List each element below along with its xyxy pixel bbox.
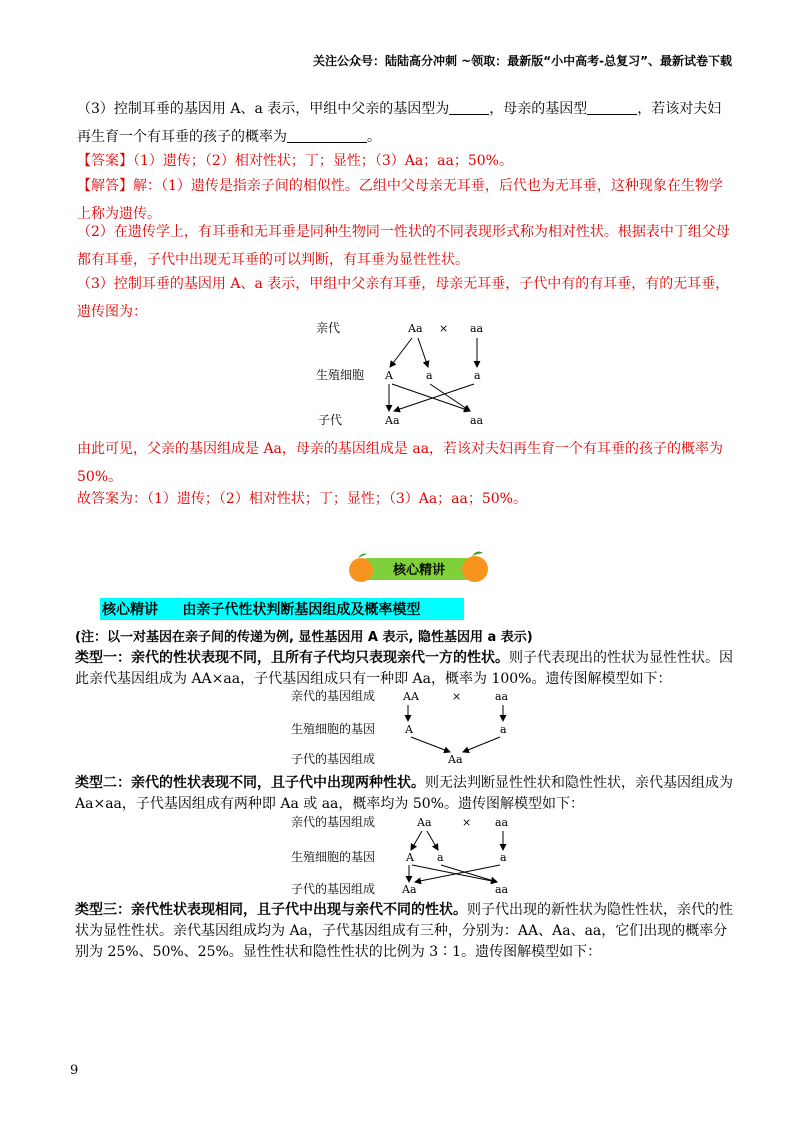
analysis-label: 【解答】 (77, 178, 133, 194)
arrow (394, 384, 474, 411)
diagram2-gamete-label: 生殖细胞的基因 (291, 722, 376, 736)
analysis-conclusion: 由此可见，父亲的基因组成是 Aa，母亲的基因组成是 aa，若该对夫妇再生育一个有耳垂的孩子的概率为 50%。 (77, 441, 724, 485)
diagram2-gamete-1: A (405, 723, 413, 736)
question-text-d: 再生育一个有耳垂的孩子的概率为 (77, 129, 287, 145)
type1-paragraph (75, 648, 735, 690)
question-text-e: 。 (367, 129, 381, 145)
core-banner (349, 549, 489, 585)
diagram2-parent-1: AA (403, 690, 419, 703)
answer-text: （1）遗传；（2）相对性状；丁；显性；（3）Aa；aa；50%。 (133, 153, 513, 169)
arrow (411, 831, 422, 850)
header-note: 关注公众号：陆陆高分冲刺 ~领取：最新版“小中高考-总复习”、最新试卷下载 (313, 54, 732, 68)
diagram3-parent-label: 亲代的基因组成 (291, 815, 376, 829)
type2-paragraph (75, 773, 735, 815)
type3-label: 类型三：亲代性状表现相同，且子代中出现与亲代不同的性状。 (75, 902, 467, 918)
diagram1-gamete-label: 生殖细胞 (316, 368, 365, 382)
diagram2-child-label: 子代的基因组成 (291, 752, 376, 766)
mother-genotype-blank (587, 98, 637, 115)
inheritance-diagram-1 (300, 318, 520, 436)
diagram2-parent-label: 亲代的基因组成 (291, 689, 376, 703)
type2-text: 则无法判断显性性状和隐性性状，亲代基因组成为 Aa×aa，子代基因组成有两种即 Aa 或 aa，概率均为 50%。遗传图解模型如下： (75, 775, 733, 812)
question-text-a: （3）控制耳垂的基因用 A、a 表示，甲组中父亲的基因型为 (77, 101, 450, 117)
arrow (411, 737, 450, 752)
arrow (418, 338, 428, 367)
diagram1-parent-2: aa (470, 322, 484, 335)
diagram1-child-2: aa (470, 414, 484, 427)
section-heading: 核心精讲 由亲子代性状判断基因组成及概率模型 (102, 602, 421, 618)
diagram3-child-label: 子代的基因组成 (291, 882, 376, 896)
answer-line (77, 147, 732, 175)
section-note: (注：以一对基因在亲子间的传递为例, 显性基因用 A 表示, 隐性基因用 a 表示) (75, 630, 533, 645)
answer-label: 【答案】 (77, 153, 133, 169)
arrow (412, 865, 497, 882)
banner-title: 核心精讲 (392, 563, 446, 578)
question-part3 (77, 95, 732, 151)
type1-label: 类型一：亲代的性状表现不同，且所有子代均只表现亲代一方的性状。 (75, 650, 509, 666)
arrow (427, 831, 438, 850)
type1-text: 则子代表现出的性状为显性性状。因此亲代基因组成为 AA×aa，子代基因组成只有一种即 Aa，概率为 100%。遗传图解模型如下： (75, 650, 733, 687)
analysis-final: 故答案为：（1）遗传；（2）相对性状；丁；显性；（3）Aa；aa；50%。 (77, 491, 527, 507)
diagram3-gamete-3: a (500, 851, 507, 864)
diagram1-child-label: 子代 (318, 413, 343, 427)
father-genotype-blank (449, 98, 489, 115)
arrow (430, 384, 470, 411)
diagram3-gamete-2: a (437, 851, 444, 864)
diagram1-parent-label: 亲代 (316, 321, 341, 335)
orange-left-icon (349, 558, 373, 582)
arrow (390, 338, 412, 367)
type2-label: 类型二：亲代的性状表现不同，且子代中出现两种性状。 (75, 775, 425, 791)
diagram1-child-1: Aa (385, 414, 400, 427)
question-text-b: ，母亲的基因型 (489, 101, 588, 117)
diagram3-child-1: Aa (402, 883, 417, 896)
inheritance-diagram-2 (285, 688, 525, 768)
diagram1-gamete-1: A (385, 369, 393, 382)
analysis-intro-text: 解：（1）遗传是指亲子间的相似性。乙组中父母亲无耳垂，后代也为无耳垂，这种现象在生物学上称为遗传。 (77, 178, 723, 222)
diagram1-gamete-3: a (474, 369, 481, 382)
diagram2-cross: × (452, 690, 462, 703)
diagram1-parent-1: Aa (408, 322, 423, 335)
page-number: 9 (70, 1063, 79, 1078)
diagram1-cross: × (439, 322, 449, 335)
diagram1-gamete-2: a (426, 369, 433, 382)
diagram3-gamete-label: 生殖细胞的基因 (291, 850, 376, 864)
diagram3-cross: × (462, 816, 472, 829)
probability-blank (287, 126, 367, 143)
diagram3-parent-2: aa (495, 816, 509, 829)
analysis-part3: （3）控制耳垂的基因用 A、a 表示，甲组中父亲有耳垂，母亲无耳垂，子代中有的有耳垂，有的无耳垂，遗传图为： (77, 276, 730, 320)
arrow (463, 737, 500, 752)
diagram3-child-2: aa (495, 883, 509, 896)
analysis-part2: （2）在遗传学上，有耳垂和无耳垂是同种生物同一性状的不同表现形式称为相对性状。根据表中丁组父母都有耳垂，子代中出现无耳垂的可以判断，有耳垂为显性性状。 (77, 224, 730, 268)
diagram2-gamete-2: a (500, 723, 507, 736)
question-text-c: ，若该对夫妇 (637, 101, 722, 117)
arrow (392, 384, 470, 411)
diagram2-parent-2: aa (495, 690, 509, 703)
inheritance-diagram-3 (285, 813, 525, 897)
type3-paragraph (75, 900, 735, 963)
diagram3-parent-1: Aa (417, 816, 432, 829)
diagram2-child-1: Aa (448, 753, 463, 766)
orange-right-icon (462, 556, 488, 582)
diagram3-gamete-1: A (406, 851, 414, 864)
type3-text: 则子代出现的新性状为隐性性状，亲代的性状为显性性状。亲代基因组成均为 Aa，子代基因组成有三种，分别为：AA、Aa、aa，它们出现的概率分别为 25%、50%、25%。显性性状和隐性性状的比例为 3∶1。遗传图解模型如下： (75, 902, 733, 960)
